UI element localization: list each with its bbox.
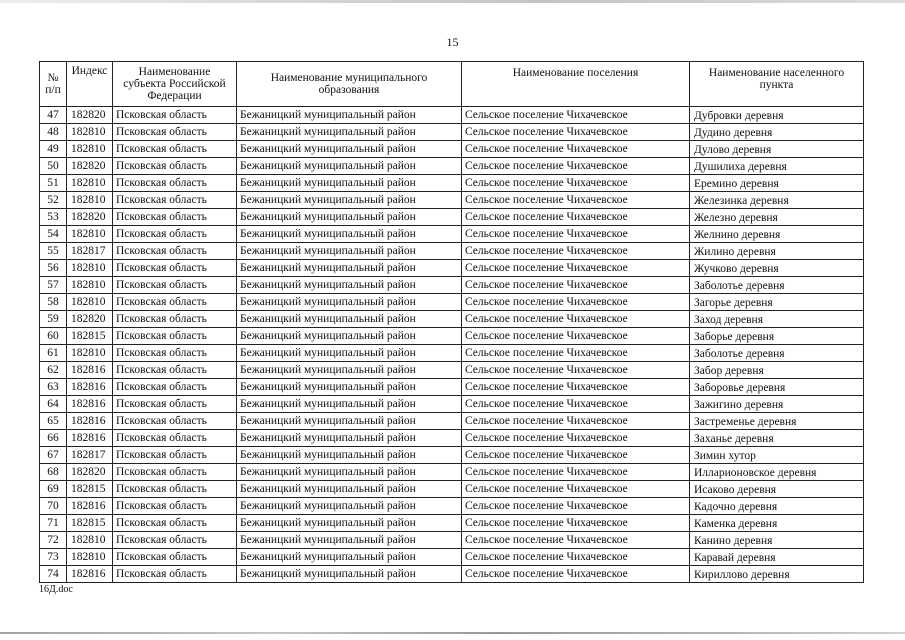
- settlement-cell: Сельское поселение Чихачевское: [462, 311, 690, 328]
- locality-cell: Забор деревня: [690, 362, 864, 379]
- locality-cell: Заборье деревня: [690, 328, 864, 345]
- scan-edge-bottom: [0, 632, 905, 634]
- postal-index-cell: 182810: [67, 192, 113, 209]
- table-body: [40, 107, 864, 583]
- locality-cell: Дубровки деревня: [690, 107, 864, 124]
- column-header-place: Наименование населенного пункта: [690, 62, 864, 107]
- postal-index-cell: 182816: [67, 566, 113, 583]
- subject-cell: Псковская область: [113, 311, 237, 328]
- row-number-cell: 74: [40, 566, 67, 583]
- locality-cell: Дулово деревня: [690, 141, 864, 158]
- table-row: [40, 328, 864, 345]
- subject-cell: Псковская область: [113, 260, 237, 277]
- subject-cell: Псковская область: [113, 379, 237, 396]
- settlement-cell: Сельское поселение Чихачевское: [462, 515, 690, 532]
- row-number-cell: 51: [40, 175, 67, 192]
- postal-index-cell: 182817: [67, 447, 113, 464]
- subject-cell: Псковская область: [113, 124, 237, 141]
- municipality-cell: Бежаницкий муниципальный район: [237, 515, 462, 532]
- subject-cell: Псковская область: [113, 141, 237, 158]
- subject-cell: Псковская область: [113, 566, 237, 583]
- postal-index-cell: 182816: [67, 413, 113, 430]
- table-row: [40, 243, 864, 260]
- municipality-cell: Бежаницкий муниципальный район: [237, 192, 462, 209]
- row-number-cell: 58: [40, 294, 67, 311]
- locality-cell: Жучково деревня: [690, 260, 864, 277]
- postal-index-cell: 182810: [67, 549, 113, 566]
- settlement-cell: Сельское поселение Чихачевское: [462, 260, 690, 277]
- postal-index-cell: 182810: [67, 277, 113, 294]
- table-row: [40, 515, 864, 532]
- locality-cell: Каравай деревня: [690, 549, 864, 566]
- locality-cell: Зажигино деревня: [690, 396, 864, 413]
- row-number-cell: 65: [40, 413, 67, 430]
- table-header-row: [40, 62, 864, 107]
- municipality-cell: Бежаницкий муниципальный район: [237, 430, 462, 447]
- postal-index-cell: 182816: [67, 396, 113, 413]
- row-number-cell: 63: [40, 379, 67, 396]
- locality-cell: Душилиха деревня: [690, 158, 864, 175]
- settlement-cell: Сельское поселение Чихачевское: [462, 141, 690, 158]
- subject-cell: Псковская область: [113, 447, 237, 464]
- settlement-cell: Сельское поселение Чихачевское: [462, 413, 690, 430]
- settlement-cell: Сельское поселение Чихачевское: [462, 396, 690, 413]
- postal-index-cell: 182810: [67, 345, 113, 362]
- postal-index-cell: 182820: [67, 464, 113, 481]
- table-row: [40, 362, 864, 379]
- subject-cell: Псковская область: [113, 294, 237, 311]
- column-header-index: Индекс: [67, 62, 113, 107]
- settlement-cell: Сельское поселение Чихачевское: [462, 532, 690, 549]
- settlement-cell: Сельское поселение Чихачевское: [462, 243, 690, 260]
- settlement-cell: Сельское поселение Чихачевское: [462, 464, 690, 481]
- postal-index-cell: 182820: [67, 158, 113, 175]
- row-number-cell: 67: [40, 447, 67, 464]
- municipality-cell: Бежаницкий муниципальный район: [237, 498, 462, 515]
- subject-cell: Псковская область: [113, 345, 237, 362]
- locality-cell: Заборовье деревня: [690, 379, 864, 396]
- subject-cell: Псковская область: [113, 498, 237, 515]
- table-row: [40, 430, 864, 447]
- table-row: [40, 294, 864, 311]
- municipality-cell: Бежаницкий муниципальный район: [237, 226, 462, 243]
- table-row: [40, 311, 864, 328]
- locality-cell: Заболотье деревня: [690, 345, 864, 362]
- subject-cell: Псковская область: [113, 362, 237, 379]
- row-number-cell: 50: [40, 158, 67, 175]
- postal-index-cell: 182820: [67, 311, 113, 328]
- row-number-cell: 66: [40, 430, 67, 447]
- settlement-cell: Сельское поселение Чихачевское: [462, 226, 690, 243]
- settlement-cell: Сельское поселение Чихачевское: [462, 379, 690, 396]
- postal-index-cell: 182815: [67, 328, 113, 345]
- row-number-cell: 72: [40, 532, 67, 549]
- table-row: [40, 107, 864, 124]
- postal-index-cell: 182817: [67, 243, 113, 260]
- row-number-cell: 68: [40, 464, 67, 481]
- column-header-num: № п/п: [40, 62, 67, 107]
- table-row: [40, 379, 864, 396]
- locality-cell: Каменка деревня: [690, 515, 864, 532]
- table-row: [40, 396, 864, 413]
- subject-cell: Псковская область: [113, 243, 237, 260]
- postal-index-cell: 182816: [67, 379, 113, 396]
- municipality-cell: Бежаницкий муниципальный район: [237, 107, 462, 124]
- row-number-cell: 56: [40, 260, 67, 277]
- locality-cell: Дудино деревня: [690, 124, 864, 141]
- table-row: [40, 124, 864, 141]
- locality-cell: Застременье деревня: [690, 413, 864, 430]
- settlement-cell: Сельское поселение Чихачевское: [462, 481, 690, 498]
- subject-cell: Псковская область: [113, 515, 237, 532]
- locality-cell: Исаково деревня: [690, 481, 864, 498]
- table-row: [40, 498, 864, 515]
- row-number-cell: 70: [40, 498, 67, 515]
- postal-index-cell: 182820: [67, 209, 113, 226]
- postal-index-cell: 182816: [67, 362, 113, 379]
- settlement-cell: Сельское поселение Чихачевское: [462, 362, 690, 379]
- settlement-cell: Сельское поселение Чихачевское: [462, 107, 690, 124]
- table-row: [40, 277, 864, 294]
- locality-cell: Кириллово деревня: [690, 566, 864, 583]
- table-row: [40, 158, 864, 175]
- municipality-cell: Бежаницкий муниципальный район: [237, 260, 462, 277]
- subject-cell: Псковская область: [113, 413, 237, 430]
- municipality-cell: Бежаницкий муниципальный район: [237, 209, 462, 226]
- row-number-cell: 62: [40, 362, 67, 379]
- table-row: [40, 447, 864, 464]
- settlement-cell: Сельское поселение Чихачевское: [462, 498, 690, 515]
- table-row: [40, 566, 864, 583]
- postal-index-cell: 182810: [67, 294, 113, 311]
- locality-cell: Железинка деревня: [690, 192, 864, 209]
- table-row: [40, 413, 864, 430]
- postal-index-cell: 182816: [67, 498, 113, 515]
- row-number-cell: 57: [40, 277, 67, 294]
- postal-index-cell: 182810: [67, 124, 113, 141]
- row-number-cell: 52: [40, 192, 67, 209]
- municipality-cell: Бежаницкий муниципальный район: [237, 345, 462, 362]
- settlement-cell: Сельское поселение Чихачевское: [462, 345, 690, 362]
- municipality-cell: Бежаницкий муниципальный район: [237, 277, 462, 294]
- municipality-cell: Бежаницкий муниципальный район: [237, 464, 462, 481]
- row-number-cell: 49: [40, 141, 67, 158]
- postal-index-cell: 182810: [67, 175, 113, 192]
- column-header-municipality: Наименование муниципального образования: [237, 62, 462, 107]
- scan-edge-top: [0, 0, 905, 3]
- column-header-subject: Наименование субъекта Российской Федерации: [113, 62, 237, 107]
- settlement-cell: Сельское поселение Чихачевское: [462, 192, 690, 209]
- postal-index-cell: 182820: [67, 107, 113, 124]
- subject-cell: Псковская область: [113, 107, 237, 124]
- municipality-cell: Бежаницкий муниципальный район: [237, 549, 462, 566]
- subject-cell: Псковская область: [113, 396, 237, 413]
- postal-index-cell: 182810: [67, 532, 113, 549]
- municipality-cell: Бежаницкий муниципальный район: [237, 481, 462, 498]
- row-number-cell: 59: [40, 311, 67, 328]
- subject-cell: Псковская область: [113, 430, 237, 447]
- table-row: [40, 549, 864, 566]
- file-name-footer: 16Д.doc: [39, 584, 73, 595]
- municipality-cell: Бежаницкий муниципальный район: [237, 175, 462, 192]
- municipality-cell: Бежаницкий муниципальный район: [237, 396, 462, 413]
- table-row: [40, 192, 864, 209]
- locality-cell: Зимин хутор: [690, 447, 864, 464]
- settlement-cell: Сельское поселение Чихачевское: [462, 328, 690, 345]
- locality-cell: Железно деревня: [690, 209, 864, 226]
- table-row: [40, 532, 864, 549]
- row-number-cell: 54: [40, 226, 67, 243]
- settlement-cell: Сельское поселение Чихачевское: [462, 209, 690, 226]
- locality-cell: Еремино деревня: [690, 175, 864, 192]
- subject-cell: Псковская область: [113, 209, 237, 226]
- locality-cell: Заболотье деревня: [690, 277, 864, 294]
- municipality-cell: Бежаницкий муниципальный район: [237, 124, 462, 141]
- postal-index-cell: 182810: [67, 226, 113, 243]
- municipality-cell: Бежаницкий муниципальный район: [237, 413, 462, 430]
- row-number-cell: 48: [40, 124, 67, 141]
- row-number-cell: 71: [40, 515, 67, 532]
- settlements-table: [39, 61, 864, 583]
- settlement-cell: Сельское поселение Чихачевское: [462, 124, 690, 141]
- locality-cell: Кадочно деревня: [690, 498, 864, 515]
- settlement-cell: Сельское поселение Чихачевское: [462, 277, 690, 294]
- municipality-cell: Бежаницкий муниципальный район: [237, 243, 462, 260]
- locality-cell: Жилино деревня: [690, 243, 864, 260]
- municipality-cell: Бежаницкий муниципальный район: [237, 447, 462, 464]
- locality-cell: Канино деревня: [690, 532, 864, 549]
- locality-cell: Заход деревня: [690, 311, 864, 328]
- row-number-cell: 53: [40, 209, 67, 226]
- postal-index-cell: 182810: [67, 260, 113, 277]
- table-row: [40, 345, 864, 362]
- municipality-cell: Бежаницкий муниципальный район: [237, 311, 462, 328]
- locality-cell: Заханье деревня: [690, 430, 864, 447]
- subject-cell: Псковская область: [113, 464, 237, 481]
- row-number-cell: 60: [40, 328, 67, 345]
- table-row: [40, 260, 864, 277]
- table-row: [40, 226, 864, 243]
- page-number: 15: [446, 35, 459, 49]
- locality-cell: Желнино деревня: [690, 226, 864, 243]
- column-header-settlement: Наименование поселения: [462, 62, 690, 107]
- row-number-cell: 55: [40, 243, 67, 260]
- table-row: [40, 209, 864, 226]
- postal-index-cell: 182816: [67, 430, 113, 447]
- municipality-cell: Бежаницкий муниципальный район: [237, 566, 462, 583]
- municipality-cell: Бежаницкий муниципальный район: [237, 379, 462, 396]
- municipality-cell: Бежаницкий муниципальный район: [237, 362, 462, 379]
- subject-cell: Псковская область: [113, 532, 237, 549]
- settlement-cell: Сельское поселение Чихачевское: [462, 175, 690, 192]
- subject-cell: Псковская область: [113, 192, 237, 209]
- subject-cell: Псковская область: [113, 158, 237, 175]
- row-number-cell: 64: [40, 396, 67, 413]
- municipality-cell: Бежаницкий муниципальный район: [237, 532, 462, 549]
- settlement-cell: Сельское поселение Чихачевское: [462, 566, 690, 583]
- row-number-cell: 69: [40, 481, 67, 498]
- postal-index-cell: 182815: [67, 515, 113, 532]
- table-row: [40, 464, 864, 481]
- table-row: [40, 175, 864, 192]
- row-number-cell: 73: [40, 549, 67, 566]
- subject-cell: Псковская область: [113, 549, 237, 566]
- subject-cell: Псковская область: [113, 481, 237, 498]
- row-number-cell: 61: [40, 345, 67, 362]
- settlement-cell: Сельское поселение Чихачевское: [462, 549, 690, 566]
- settlement-cell: Сельское поселение Чихачевское: [462, 430, 690, 447]
- municipality-cell: Бежаницкий муниципальный район: [237, 141, 462, 158]
- locality-cell: Илларионовское деревня: [690, 464, 864, 481]
- municipality-cell: Бежаницкий муниципальный район: [237, 158, 462, 175]
- subject-cell: Псковская область: [113, 277, 237, 294]
- settlement-cell: Сельское поселение Чихачевское: [462, 447, 690, 464]
- postal-index-cell: 182815: [67, 481, 113, 498]
- settlement-cell: Сельское поселение Чихачевское: [462, 158, 690, 175]
- postal-index-cell: 182810: [67, 141, 113, 158]
- subject-cell: Псковская область: [113, 175, 237, 192]
- subject-cell: Псковская область: [113, 226, 237, 243]
- municipality-cell: Бежаницкий муниципальный район: [237, 294, 462, 311]
- table-row: [40, 141, 864, 158]
- row-number-cell: 47: [40, 107, 67, 124]
- subject-cell: Псковская область: [113, 328, 237, 345]
- locality-cell: Загорье деревня: [690, 294, 864, 311]
- settlement-cell: Сельское поселение Чихачевское: [462, 294, 690, 311]
- table-row: [40, 481, 864, 498]
- municipality-cell: Бежаницкий муниципальный район: [237, 328, 462, 345]
